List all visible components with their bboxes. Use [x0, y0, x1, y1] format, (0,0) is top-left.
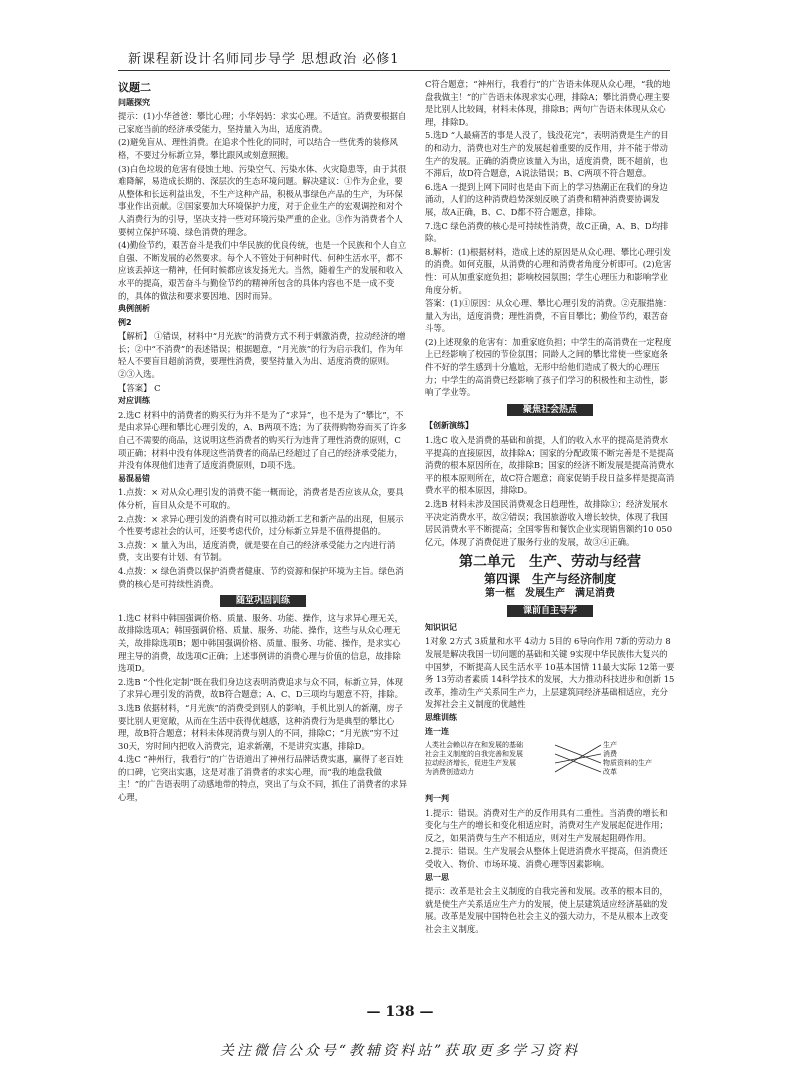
- consolidate-item: 2.选B “个性化定制”既在我们身边这表明消费追求与众不同，标新立异，体现了求异心理引发的消费，故B符合题意；A、C、D三项均与题意不符，排除。: [118, 676, 403, 700]
- cont-item: 答案：(1)①原因：从众心理、攀比心理引发的消费。②克服措施：量入为出，适度消费；理性消费，不盲目攀比；勤俭节约，艰苦奋斗等。: [425, 298, 672, 334]
- cont-item: 5.选D “人最痛苦的事是人没了，钱没花完”，表明消费是生产的目的和动力，消费也对生产的发展起着重要的反作用，并不能于带动生产的发展。正确的消费应该量入为出，适度消费，既不超前，也不滞后，故D符合题意，A说法错误；B、C两项不符合题意。: [425, 130, 669, 179]
- right-column: [425, 78, 675, 937]
- drill-label: 对应训练: [118, 396, 150, 406]
- knowledge-item: 2方式: [449, 636, 472, 647]
- consolidate-banner: [118, 594, 408, 608]
- knowledge-list: [425, 635, 675, 711]
- knowledge-item: 11最大实际: [591, 661, 636, 672]
- link-label: 连一连: [425, 726, 449, 736]
- knowledge-item: 6导向作用: [573, 636, 613, 647]
- knowledge-item: 3质量和水平: [474, 636, 522, 647]
- knowledge-item: 12第一要务: [425, 661, 675, 685]
- reflect-text: 提示：改革是社会主义制度的自我完善和发展。改革的根本目的，就是使生产关系适应生产力的发展，使上层建筑适应经济基础的发展。改革是发展中国特色社会主义的强大动力，不是从根本上改变社会主义制度。: [425, 886, 668, 935]
- link-left-item: 社会主义制度的自我完善和发展: [425, 750, 523, 759]
- knowledge-item: 8发展是解决我国一切问题的基础和关键: [425, 636, 671, 659]
- judge-label: 判一判: [425, 794, 449, 804]
- innovate-item: 2.选B 材料未涉及国民消费观念日趋理性，故排除①；经济发展水平决定消费水平，故②错误；我国旅游收入增长较快，体现了我国居民消费水平不断提高；全国零售和餐饮企业实现销售额约10 050亿元，体现了消费促进了服务行业的发展，故③④正确。: [425, 499, 673, 547]
- frame-title: 第一框 发展生产 满足消费: [485, 587, 615, 599]
- analysis: 【解析】 ①错误，材料中“月光族”的消费方式不利于刺激消费，拉动经济的增长；②中“不消费”的表述错误；根据题意，“月光族”的行为启示我们，作为年轻人不要盲目超前消费，要理性消费，要坚持量入为出、适度消费的原则。②③入选。: [118, 331, 406, 380]
- unit-title: 第二单元 生产、劳动与经营: [459, 554, 641, 571]
- knowledge-item: 13劳动者素质: [436, 674, 489, 685]
- cont-item: (2)上述现象的危害有：加重家庭负担；中学生的高消费在一定程度上已经影响了校园的节俭氛围；同龄人之间的攀比常使一些家庭条件不好的学生感到十分尴尬，无形中给他们造成了极大的心理压力；中学生的高消费已经影响了孩子们学习的积极性和主动性，影响了学业等。: [425, 336, 672, 398]
- cont-item: 8.解析：(1)根据材料，造成上述的原因是从众心理、攀比心理引发的消费。如何克服，从消费的心理和消费者角度分析即可。(2)危害性：可从加重家庭负担；影响校园氛围；学生心理压力和影响学业角度分析。: [425, 246, 672, 295]
- hotspot-banner: [425, 403, 675, 417]
- cont-item: 6.选A 一提到上网下同时也是由下而上的学习热潮正在我们的身边涌动，人们的这种消费趋势深刻反映了消费和精神消费要协调发展，故A正确，B、C、D都不符合题意，排除。: [425, 181, 668, 217]
- consolidate-item: 1.选C 材料中韩国强调价格、质量、服务、功能、操作，这与求异心理无关，故排除选项A；韩国强调价格、质量、服务、功能、操作，这些与从众心理无关，故排除选项B；题中韩国强调价格、质量、服务、功能、操作，是求实心理主导的消费，故选项C正确；上述事例讲的消费心理与价值的信息，故排除选项D。: [118, 612, 404, 674]
- link-line: [555, 745, 601, 772]
- header-rule: [118, 70, 670, 71]
- confuse-item: 2.点拨：× 求异心理引发的消费有时可以推动新工艺和新产品的出现，但展示个性要考虑社会的认可，还要考虑代价，过分标新立异是不值得提倡的。: [118, 513, 404, 537]
- probe-para-2: (2)避免盲从、理性消费。在追求个性化的同时，可以结合一些优秀的装修风格，不要过分标新立异，攀比跟风或刻意照搬。: [118, 137, 398, 160]
- link-right-item: 改革: [603, 768, 617, 777]
- cont-item: C符合题意；“神州行，我看行”的广告语未体现从众心理，“我的地盘我做主！”的广告语未体现求实心理，排除A；攀比消费心理主要是比别人比较阔，材料未体现，排除B；两句广告语未体现从众心理，排除D。: [425, 79, 671, 127]
- answer: 【答案】 C: [118, 382, 161, 393]
- link-right-item: 物质资料的生产: [603, 759, 652, 768]
- consolidate-item: 4.选C “神州行，我看行”的广告语道出了神州行品牌话费实惠，赢得了老百姓的口碑，它突出实惠，这是对准了消费者的求实心理，而“我的地盘我做主！”的广告语表明了动感地带的特点，突出了与众不同，抓住了消费者的求异心理，: [118, 754, 408, 803]
- innovate-item: 1.选C 收入是消费的基础和前提，人们的收入水平的提高是消费水平提高的直接原因，故排除A；国家的分配政策不断完善是不是提高消费的根本原因所在，故排除B；国家的经济不断发展是提高消费水平的根本原则所在，故C符合题意；商家促销手段日益多样是提高消费水平的根本原因，排除D。: [425, 435, 675, 496]
- judge-item: 2.提示：错误。生产发展会从整体上促进消费水平提高，但消费还受收入、物价、市场环境、消费心理等因素影响。: [425, 846, 668, 870]
- consolidate-label: 随堂巩固训练: [220, 595, 306, 607]
- hotspot-label: 聚焦社会热点: [507, 404, 593, 416]
- probe-para-3: (3)白色垃圾的危害有侵蚀土地、污染空气、污染水体、火灾隐患等，由于其很难降解，易造成长期的、深层次的生态环境问题。解决建议：①作为企业，要从整体和长远利益出发，不生产这种产品，积极从事绿色产品的生产，为环保事业作出贡献。②国家要加大环境保护力度，对于企业生产的宏观调控和对个人消费行为的引导，坚决支持一些对环境污染严重的企业。③作为消费者个人要树立保护环境、绿色消费的理念。: [118, 163, 407, 237]
- probe-label: 问题探究: [118, 97, 150, 107]
- link-line: [555, 745, 601, 763]
- knowledge-item: 4动力: [524, 636, 547, 647]
- confuse-item: 1.点拨：× 对从众心理引发的消费不能一概而论，消费者是否应该从众，要具体分析，盲目从众是不可取的。: [118, 487, 404, 510]
- link-left-item: 人类社会赖以存在和发展的基础: [425, 741, 523, 750]
- lesson-title: 第四课 生产与经济制度: [483, 571, 616, 586]
- link-left-item: 为消费创造动力: [425, 768, 474, 777]
- probe-para-1: 提示：(1)小华爸爸：攀比心理；小华妈妈：求实心理。不适宜。消费要根据自己家庭当前的经济承受能力，坚持量入为出，适度消费。: [118, 111, 407, 134]
- confuse-label: 易混易错: [118, 473, 150, 483]
- link-right-item: 消费: [603, 750, 617, 759]
- preview-banner: [425, 604, 675, 618]
- drill-text: 2.选C 材料中的消费者的购买行为并不是为了“求异”，也不是为了“攀比”，不是由求异心理和攀比心理引发的，A、B两项不选；为了获得购物券而买了许多自己不需要的商品，这说明这些消费者的购买行为违背了理性消费的原则，C项正确；材料中没有体现这些消费者的商品已经超过了自己的经济承受能力，并没有体现他们违背了适度消费原则，D项不选。: [118, 409, 407, 471]
- cont-item: 7.选C 绿色消费的核心是可持续性消费，故C正确，A、B、D均排除。: [425, 220, 669, 244]
- probe-para-4: (4)勤俭节约，艰苦奋斗是我们中华民族的优良传统，也是一个民族和个人自立自强、不断发展的必然要求。每个人不管处于何种时代、何种生活水平，都不应该丢掉这一精神，任何时候都应该发扬光大。当然，随着生产的发展和收入水平的提高，艰苦奋斗与勤俭节约的精神所包含的具体内容也不是一成不变的，具体的做法和要求要因地、因时而异。: [118, 240, 407, 301]
- issue-title: 议题二: [118, 81, 151, 94]
- knowledge-item: 1对象: [425, 636, 448, 647]
- knowledge-item: 15改革，推动生产关系同生产力，上层建筑同经济基础相适应，充分发挥社会主义制度的优越性: [425, 674, 675, 710]
- link-left-list: [425, 741, 553, 777]
- consolidate-item: 3.选B 依据材料，“月光族”的消费受到别人的影响，手机比别人的新潮，房子要比别人更宽敞，从而在生活中获得优越感，这种消费行为是典型的攀比心理，故B符合题意；材料未体现消费与别人的不同，排除C；“月光族”穷不过30天，穷时间内把收入消费完，追求新潮，不是讲究实惠，排除D。: [118, 702, 403, 751]
- footer-note: 关注微信公众号“教辅资料站”获取更多学习资料: [219, 1043, 581, 1059]
- link-left-item: 拉动经济增长，促进生产发展: [425, 759, 516, 768]
- knowledge-item: 7新的劳动力: [615, 636, 663, 647]
- knowledge-item: 10基本国情: [544, 661, 590, 672]
- link-right-item: 生产: [603, 741, 617, 750]
- link-lines: [553, 741, 603, 781]
- page-number: — 138 —: [366, 1004, 434, 1020]
- judge-item: 1.提示：错误。消费对生产的反作用具有二重性。当消费的增长和变化与生产的增长和变化相适应时，消费对生产发展起促进作用；反之，如果消费与生产不相适应，则对生产发展起阻碍作用。: [425, 807, 668, 843]
- link-line: [555, 754, 601, 772]
- knowledge-item: 9实现中华民族伟大复兴的中国梦，不断提高人民生活水平: [425, 648, 668, 672]
- innovate-label: 【创新演练】: [425, 421, 473, 431]
- confuse-item: 3.点拨：× 量入为出，适度消费，就是要在自己的经济承受能力之内进行消费，支出要有计划、有节制。: [118, 539, 396, 563]
- link-diagram: [425, 741, 675, 789]
- example-label: 例2: [118, 317, 132, 327]
- preview-label: 课前自主导学: [507, 605, 593, 617]
- reflect-label: 思一思: [425, 872, 449, 882]
- link-right-list: [603, 741, 673, 777]
- page-header: 新课程新设计名师同步导学 思想政治 必修1: [128, 52, 400, 67]
- knowledge-item: 5目的: [549, 636, 572, 647]
- confuse-item: 4.点拨：× 绿色消费以保护消费者健康、节约资源和保护环境为主旨。绿色消费的核心是可持续性消费。: [118, 565, 404, 589]
- left-column: [118, 78, 408, 805]
- knowledge-label: 知识识记: [425, 622, 457, 632]
- think-label: 思维训练: [425, 712, 457, 722]
- knowledge-item: 14科学技术的发展，大力推动科技进步和创新: [491, 674, 662, 685]
- case-label: 典例剖析: [118, 304, 150, 314]
